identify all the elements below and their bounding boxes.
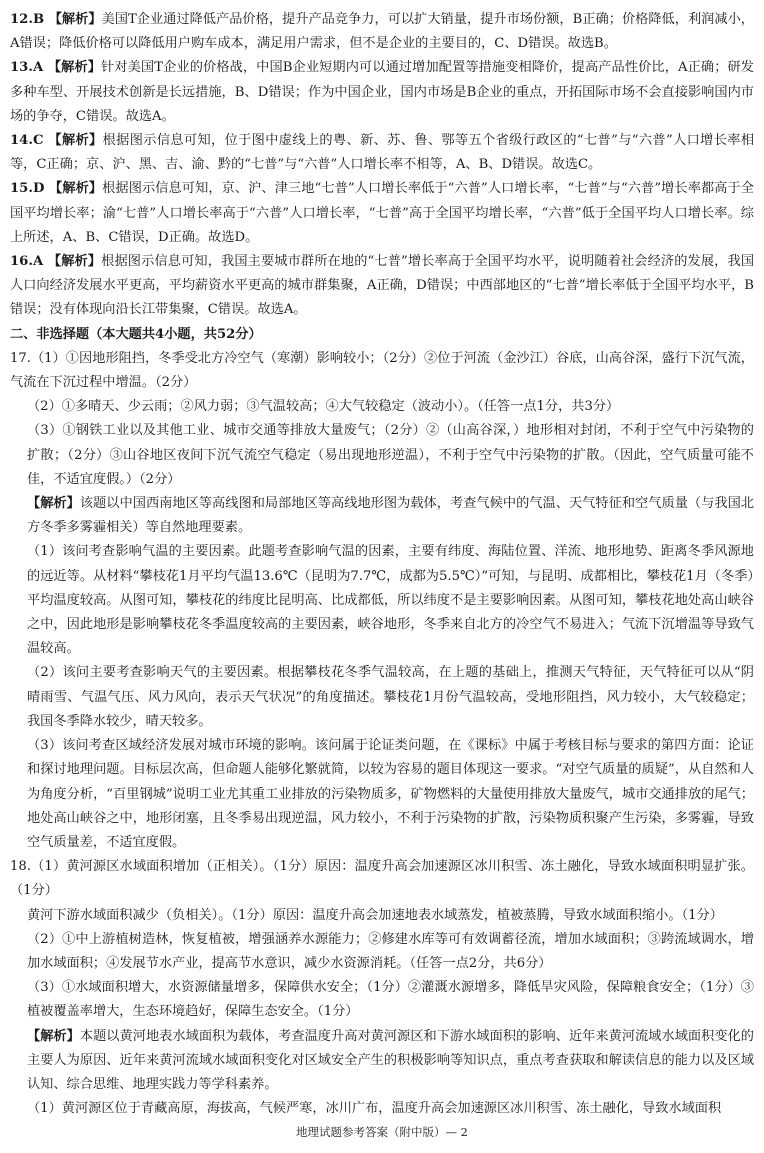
q17-answer-2: （2）①多晴天、少云雨；②风力弱；③气温较高；④大气较稳定（波动小）。（任答一点1分，共3分）: [27, 399, 620, 415]
q12-body: 美国T企业通过降低产品价格，提升产品竞争力，可以扩大销量，提升市场份额，B正确；价格降低，利润减小，A错误；降低价格可以降低用户购车成本，满足用户需求，但不是企业的主要目的，C、D错误。故选B。: [10, 12, 754, 52]
q15-body: 根据图示信息可知，京、沪、津三地“七普”人口增长率低于“六普”人口增长率，“七普”与“六普”增长率都高于全国平均增长率；渝“七普”人口增长率高于“六普”人口增长率，“七普”高于全国平均增长率，“六普”低于全国平均人口增长率。综上所述，A、B、C错误，D正确。故选D。: [10, 181, 754, 245]
q18-answer-3: （3）①水域面积增大，水资源储量增多，保障供水安全；（1分）②灌溉水源增多，降低旱灾风险，保障粮食安全；（1分）③植被覆盖率增大，生态环境趋好，保障生态安全。（1分）: [27, 980, 754, 1020]
answer-q16: [10, 250, 754, 323]
q13-body: 针对美国T企业的价格战，中国B企业短期内可以通过增加配置等措施变相降价，提高产品性价比，A正确；研发多种车型、开展技术创新是长远措施，B、D错误；作为中国企业，国内市场是B企业的重点，开拓国际市场不会直接影响国内市场的争夺，C错误。故选A。: [10, 60, 754, 124]
q12-head: 12.B 【解析】: [10, 12, 102, 27]
answer-q13: [10, 56, 754, 129]
q17-explanation-intro: [10, 492, 754, 540]
section-heading: 二、非选择题（本大题共4小题，共52分）: [10, 326, 262, 342]
q17-explanation-3: （3）该问考查区域经济发展对城市环境的影响。该问属于论证类问题，在《课标》中属于考核目标与要求的第四方面：论证和探讨地理问题。目标层次高，但命题人能够化繁就简，以较为容易的题目体现这一要求。“对空气质量的质疑”，从自然和人为角度分析，“百里钢城”说明工业尤其重工业排放的污染物质多，矿物燃料的大量使用排放大量废气，城市交通排放的尾气；地处高山峡谷之中，地形闭塞，且冬季易出现逆温，风力较小，不利于污染物的扩散，污染物质积聚产生污染，多雾霾，导致空气质量差，不适宜度假。: [27, 738, 754, 850]
q18-answer-2: （2）①中上游植树造林，恢复植被，增强涵养水源能力；②修建水库等可有效调蓄径流，增加水域面积；③跨流域调水，增加水域面积；④发展节水产业，提高节水意识，减少水资源消耗。（任答一点2分，共6分）: [27, 931, 754, 971]
q17-explanation-tag: 【解析】: [27, 496, 80, 512]
q14-head: 14.C 【解析】: [10, 133, 103, 149]
answer-q14: [10, 129, 754, 177]
q17-answer-3: （3）①钢铁工业以及其他工业、城市交通等排放大量废气；（2分）②（山高谷深，）地形相对封闭，不利于空气中污染物的扩散；（2分）③山谷地区夜间下沉气流空气稳定（易出现地形逆温），不利于空气中污染物的扩散。（因此，空气质量可能不佳，不适宜度假。）（2分）: [27, 423, 754, 487]
q17-explanation-2: （2）该问主要考查影响天气的主要因素。根据攀枝花冬季气温较高，在上题的基础上，推测天气特征，天气特征可以从“阴晴雨雪、气温气压、风力风向，表示天气状况”的角度描述。攀枝花1月份气温较高，受地形阻挡，风力较小，大气较稳定；我国冬季降水较少，晴天较多。: [27, 665, 754, 729]
q17-answer-1: 17.（1）①因地形阻挡，冬季受北方冷空气（寒潮）影响较小；（2分）②位于河流（金沙江）谷底，山高谷深，盛行下沉气流，气流在下沉过程中增温。（2分）: [10, 350, 754, 391]
q13-head: 13.A 【解析】: [10, 60, 102, 76]
q17-explanation-text: 该题以中国西南地区等高线图和局部地区等高线地形图为载体，考查气候中的气温、天气特征和空气质量（与我国北方冬季多雾霾相关）等自然地理要素。: [27, 496, 754, 536]
q18-explanation-text: 本题以黄河地表水域面积为载体，考查温度升高对黄河源区和下游水域面积的影响、近年来黄河流域水域面积变化的主要人为原因、近年来黄河流域水域面积变化对区域安全产生的积极影响等知识点，重点考查获取和解读信息的能力以及区域认知、综合思维、地理实践力等学科素养。: [27, 1028, 754, 1092]
q17-explanation-1: （1）该问考查影响气温的主要因素。此题考查影响气温的因素，主要有纬度、海陆位置、洋流、地形地势、距离冬季风源地的远近等。从材料“攀枝花1月平均气温13.6℃（昆明为7.7℃，成都为5.5℃）”可知，与昆明、成都相比，攀枝花1月（冬季）平均温度较高。从图可知，攀枝花的纬度比昆明高、比成都低，所以纬度不是主要影响因素。从图可知，攀枝花地处高山峡谷之中，因此地形是影响攀枝花冬季温度较高的主要因素，峡谷地形，冬季来自北方的冷空气不易进入；气流下沉增温等导致气温较高。: [27, 544, 754, 657]
answer-page: [10, 8, 754, 1121]
q18-answer-1: 18.（1）黄河源区水域面积增加（正相关）。（1分）原因：温度升高会加速源区冰川积雪、冻土融化，导致水域面积明显扩张。（1分）: [10, 859, 754, 899]
answer-q12: [10, 8, 754, 56]
q18-explanation-intro: [10, 1025, 754, 1098]
q16-body: 根据图示信息可知，我国主要城市群所在地的“七普”增长率高于全国平均水平，说明随着社会经济的发展，我国人口向经济发展水平更高，平均薪资水平更高的城市群集聚，A正确，D错误；中西部地区的“七普”增长率低于全国平均水平，B错误；没有体现向沿长江带集聚，C错误。故选A。: [10, 254, 755, 318]
q18-explanation-1: （1）黄河源区位于青藏高原，海拔高，气候严寒，冰川广布，温度升高会加速源区冰川积雪、冻土融化，导致水域面积: [27, 1101, 722, 1117]
q14-body: 根据图示信息可知，位于图中虚线上的粤、新、苏、鲁、鄂等五个省级行政区的“七普”与“六普”人口增长率相等，C正确；京、沪、黑、吉、渝、黔的“七普”与“六普”人口增长率不相等，A、B、D错误。故选C。: [10, 133, 755, 173]
q18-answer-1b: 黄河下游水域面积减少（负相关）。（1分）原因：温度升高会加速地表水域蒸发，植被蒸腾，导致水域面积缩小。（1分）: [27, 907, 723, 923]
q18-explanation-tag: 【解析】: [27, 1028, 80, 1044]
page-footer: 地理试题参考答案（附中版）— 2: [296, 1125, 468, 1139]
q16-head: 16.A 【解析】: [10, 254, 102, 270]
q15-head: 15.D 【解析】: [10, 181, 103, 197]
answer-q15: [10, 177, 754, 250]
